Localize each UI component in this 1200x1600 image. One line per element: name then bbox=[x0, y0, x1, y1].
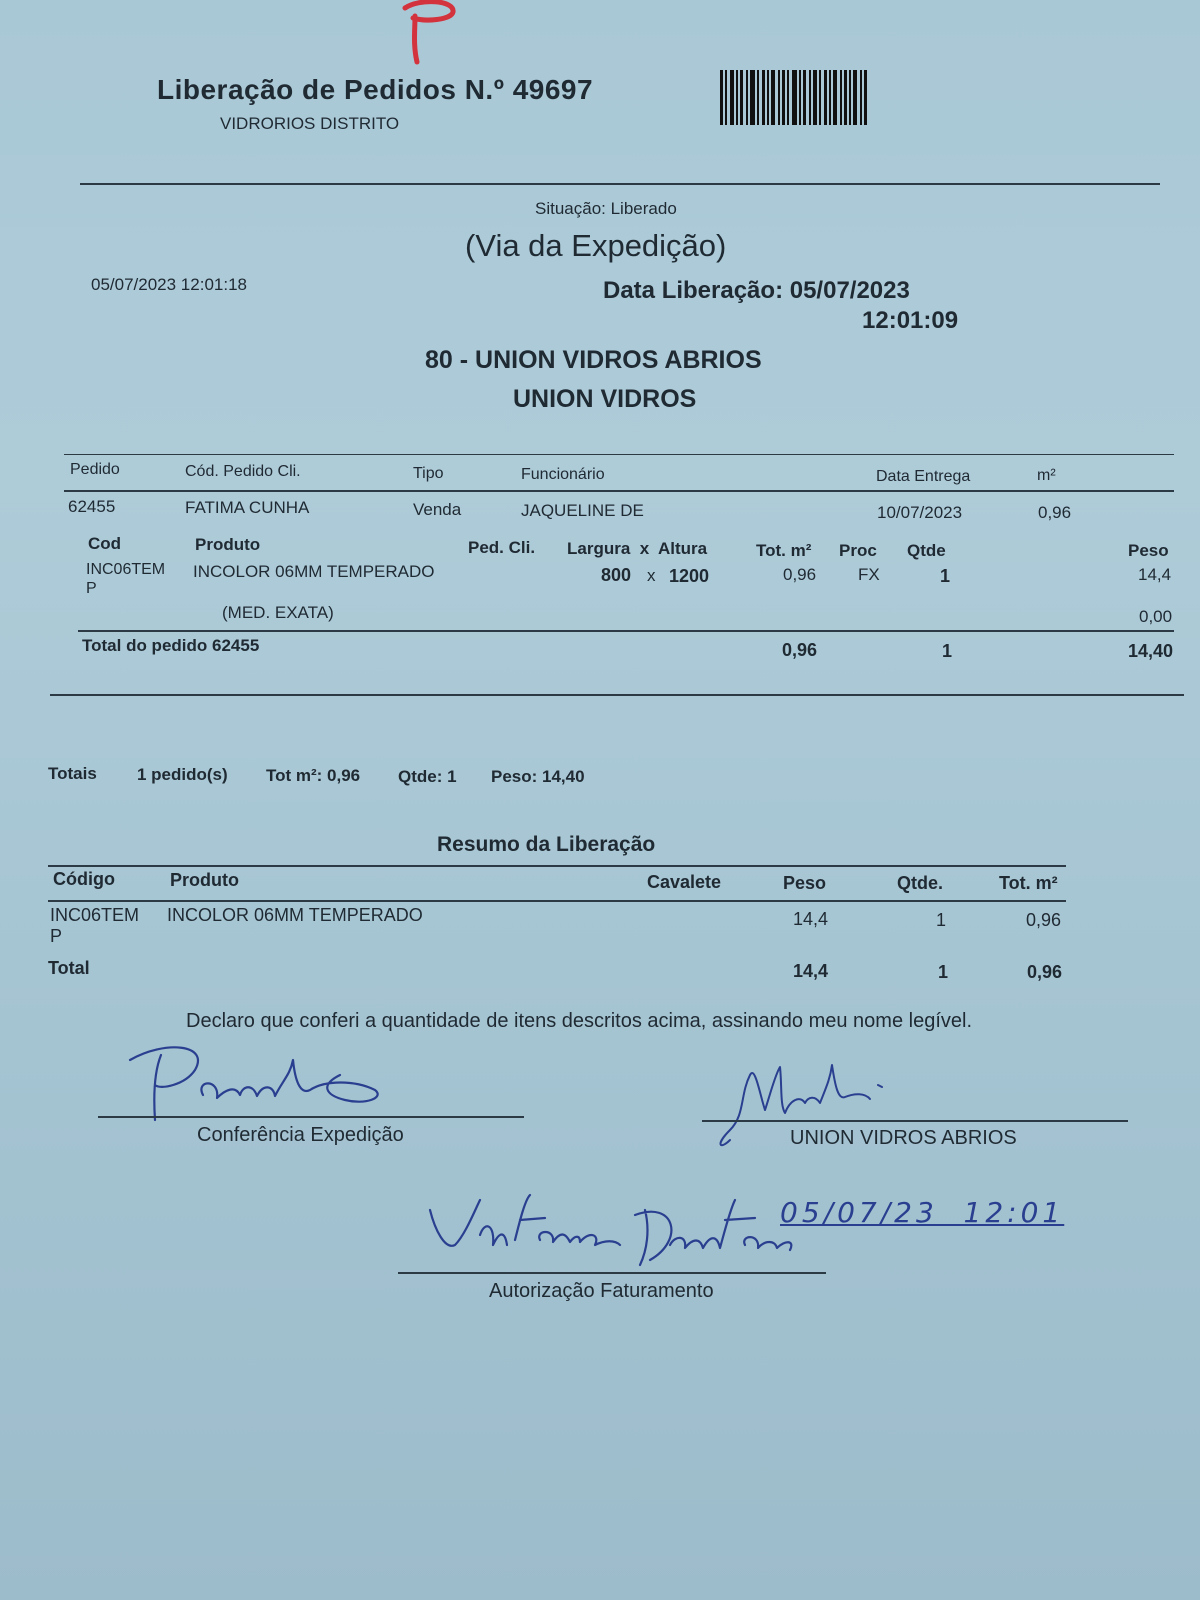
resumo-peso: 14,4 bbox=[793, 909, 829, 929]
order-total-label: Total do pedido 62455 bbox=[82, 636, 260, 655]
row-funcionario: JAQUELINE DE bbox=[521, 501, 644, 520]
signature-line-autorizacao bbox=[398, 1272, 826, 1274]
totais-tot-m2: Tot m²: 0,96 bbox=[266, 766, 361, 785]
client-short-name: UNION VIDROS bbox=[513, 385, 697, 413]
barcode bbox=[720, 70, 910, 125]
totais-label: Totais bbox=[48, 764, 97, 783]
company-name: VIDRORIOS DISTRITO bbox=[220, 114, 400, 133]
totais-peso: Peso: 14,40 bbox=[491, 767, 585, 786]
header-pedido: Pedido bbox=[70, 461, 120, 478]
item-qtde: 1 bbox=[940, 566, 951, 586]
signature-line-conferencia bbox=[98, 1116, 524, 1118]
item-altura: 1200 bbox=[669, 566, 710, 586]
resumo-header-qtde: Qtde. bbox=[897, 873, 944, 893]
header-cod-pedido-cli: Cód. Pedido Cli. bbox=[185, 463, 301, 480]
item-header-qtde: Qtde bbox=[907, 541, 946, 560]
header-divider bbox=[80, 183, 1160, 185]
item-cod-line1: INC06TEM bbox=[86, 561, 166, 578]
resumo-total-label: Total bbox=[48, 958, 90, 978]
header-funcionario: Funcionário bbox=[521, 466, 605, 483]
item-proc: FX bbox=[858, 565, 880, 584]
resumo-header-codigo: Código bbox=[53, 869, 115, 889]
resumo-codigo-line2: P bbox=[50, 926, 63, 946]
totais-pedidos: 1 pedido(s) bbox=[137, 765, 228, 784]
order-total-m2: 0,96 bbox=[782, 640, 818, 660]
item-x: x bbox=[647, 566, 656, 585]
signature-label-conferencia: Conferência Expedição bbox=[197, 1124, 404, 1146]
situacao-status: Situação: Liberado bbox=[535, 199, 677, 218]
red-p-mark bbox=[385, 0, 465, 70]
resumo-produto: INCOLOR 06MM TEMPERADO bbox=[167, 905, 423, 925]
totais-qtde: Qtde: 1 bbox=[398, 767, 457, 786]
row-pedido: 62455 bbox=[68, 497, 116, 516]
resumo-header-cavalete: Cavalete bbox=[647, 872, 722, 892]
signature-autorizacao bbox=[425, 1190, 825, 1280]
med-exata-peso: 0,00 bbox=[1139, 607, 1173, 626]
print-timestamp: 05/07/2023 12:01:18 bbox=[91, 275, 247, 294]
row-m2: 0,96 bbox=[1038, 503, 1072, 522]
declaration-text: Declaro que conferi a quantidade de itens descritos acima, assinando meu nome legível. bbox=[186, 1010, 973, 1032]
document-title: Liberação de Pedidos N.º 49697 bbox=[157, 74, 594, 105]
resumo-header-tot-m2: Tot. m² bbox=[999, 873, 1058, 893]
signature-label-autorizacao: Autorização Faturamento bbox=[489, 1280, 714, 1302]
resumo-total-tot-m2: 0,96 bbox=[1027, 962, 1063, 982]
item-peso: 14,4 bbox=[1138, 565, 1172, 584]
resumo-tot-m2: 0,96 bbox=[1026, 910, 1062, 930]
item-largura: 800 bbox=[601, 565, 632, 585]
row-data-entrega: 10/07/2023 bbox=[877, 503, 963, 522]
resumo-title: Resumo da Liberação bbox=[437, 833, 656, 856]
resumo-qtde: 1 bbox=[936, 910, 947, 930]
data-liberacao-time: 12:01:09 bbox=[862, 307, 959, 334]
via-label: (Via da Expedição) bbox=[465, 228, 727, 263]
header-data-entrega: Data Entrega bbox=[876, 468, 971, 485]
order-total-qtde: 1 bbox=[942, 641, 953, 661]
data-liberacao-date: Data Liberação: 05/07/2023 bbox=[603, 277, 910, 304]
resumo-total-peso: 14,4 bbox=[793, 961, 829, 981]
resumo-total-qtde: 1 bbox=[938, 962, 949, 982]
item-header-produto: Produto bbox=[195, 535, 261, 554]
item-header-proc: Proc bbox=[839, 541, 877, 560]
order-total-peso: 14,40 bbox=[1128, 641, 1174, 661]
item-produto: INCOLOR 06MM TEMPERADO bbox=[193, 562, 435, 581]
signature-label-union: UNION VIDROS ABRIOS bbox=[790, 1127, 1017, 1149]
order-total-line bbox=[78, 630, 1174, 632]
header-m2: m² bbox=[1037, 467, 1056, 484]
row-cod-pedido-cli: FATIMA CUNHA bbox=[185, 498, 310, 517]
handwritten-date: 05/07/23 12:01 bbox=[780, 1196, 1065, 1229]
resumo-header-produto: Produto bbox=[170, 870, 239, 890]
signature-line-union bbox=[702, 1120, 1128, 1122]
client-name: 80 - UNION VIDROS ABRIOS bbox=[425, 346, 762, 374]
item-header-tot-m2: Tot. m² bbox=[756, 541, 812, 560]
med-exata-label: (MED. EXATA) bbox=[222, 603, 334, 622]
order-table-top-line bbox=[64, 454, 1174, 455]
item-header-peso: Peso bbox=[1128, 541, 1169, 560]
header-tipo: Tipo bbox=[413, 465, 444, 482]
resumo-top-line bbox=[48, 865, 1066, 867]
resumo-header-line bbox=[48, 900, 1066, 902]
item-tot-m2: 0,96 bbox=[783, 565, 817, 584]
order-table-header-line bbox=[64, 490, 1174, 492]
row-tipo: Venda bbox=[413, 500, 462, 519]
section-divider bbox=[50, 694, 1184, 696]
item-header-ped-cli: Ped. Cli. bbox=[468, 538, 536, 557]
item-header-largura-altura: Largura x Altura bbox=[567, 539, 708, 558]
item-cod-line2: P bbox=[86, 580, 97, 597]
resumo-codigo-line1: INC06TEM bbox=[50, 905, 140, 925]
item-header-cod: Cod bbox=[88, 534, 122, 553]
resumo-header-peso: Peso bbox=[783, 873, 827, 893]
